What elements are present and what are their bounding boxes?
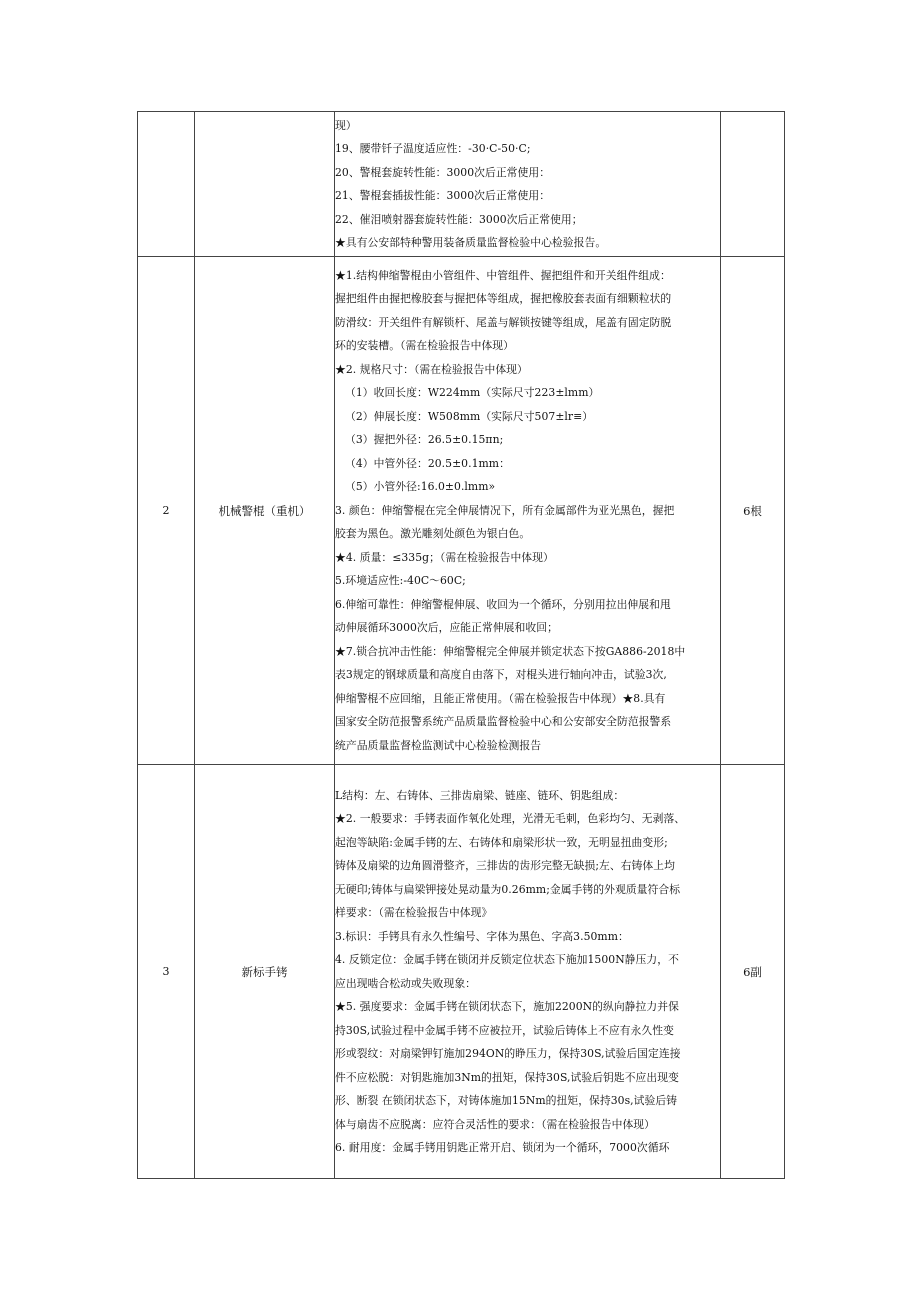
item-name: 机械警棍（重机） (195, 257, 335, 765)
spec-line: 现） (335, 118, 357, 132)
spec-line: 3. 颜色：伸缩警棍在完全伸展情况下，所有金属部件为亚光黑色，握把 (335, 503, 675, 517)
row-number: 2 (138, 257, 195, 765)
row-number (138, 112, 195, 257)
spec-line: ★4. 质量：≤335g；（需在检验报告中体现） (335, 550, 554, 564)
spec-line: 形或裂纹：对扇梁钾钉施加294ON的睁压力，保持30S,试验后国定连接 (335, 1047, 681, 1060)
spec-line: 铸体及扇梁的边角圆滑整齐，三排齿的齿形完整无缺损;左、右铸体上均 (335, 859, 675, 872)
spec-line: 环的安装槽。（需在检验报告中体现） (335, 339, 514, 353)
spec-line: 伸缩警棍不应回缩，且能正常使用。（需在检验报告中体现）★8.具有 (335, 691, 666, 705)
spec-line: 表3规定的钢球质量和高度自由落下，对棍头进行轴向冲击，试验3次, (335, 668, 667, 682)
spec-line: ★2. 一般要求：手铐表面作氧化处理，光滑无毛刺，色彩均匀、无剥落、 (335, 812, 686, 825)
spec-line: 体与扇齿不应脱离：应符合灵活性的要求：（需在检验报告中体现） (335, 1117, 656, 1131)
table-row (138, 112, 785, 257)
spec-line: 握把组件由握把橡胶套与握把体等组成，握把橡胶套表面有细颗粒状的 (335, 292, 672, 306)
item-quantity (721, 112, 785, 257)
spec-line: ★1.结构伸缩警棍由小管组件、中管组件、握把组件和开关组件组成： (335, 268, 671, 282)
spec-line: ★2. 规格尺寸：（需在检验报告中体现） (335, 362, 528, 376)
spec-line: 持30S,试验过程中金属手铐不应被拉开，试验后铸体上不应有永久性变 (335, 1023, 674, 1037)
spec-line: 5.环境适应性:-40C～60C; (335, 574, 466, 588)
spec-line: 防滑纹：开关组件有解锁杆、尾盖与解锁按键等组成，尾盖有固定防脱 (335, 315, 672, 329)
item-specification (335, 257, 721, 765)
spec-line: 6.伸缩可靠性：伸缩警棍伸展、收回为一个循环，分别用拉出伸展和甩 (335, 597, 671, 611)
spec-line: 国家安全防范报警系统产品质量监督检验中心和公安部安全防范报警系 (335, 715, 672, 729)
spec-table-body (138, 112, 785, 1179)
spec-line: 形、断裂 在锁闭状态下，对铸体施加15Nm的扭矩，保持30s,试验后铸 (335, 1094, 678, 1107)
spec-line: L结构：左、右铸体、三排齿扇梁、链座、链环、钥匙组成： (335, 788, 625, 802)
spec-line: 样要求：（需在检验报告中体现》 (335, 906, 493, 919)
spec-line: 19、腰带钎子温度适应性：-30·C-50·C; (335, 142, 531, 155)
spec-line: 件不应松脱：对钥匙施加3Nm的扭矩，保持30S,试验后钥匙不应出现变 (335, 1070, 679, 1084)
spec-line: （5）小管外径:16.0±0.lmm» (345, 480, 496, 494)
spec-line: 22、催泪喷射器套旋转性能：3000次后正常使用； (335, 212, 583, 226)
table-row (138, 257, 785, 765)
spec-line: ★具有公安部特种警用装备质量监督检验中心检验报告。 (335, 236, 607, 249)
spec-line: ★7.锁合抗冲击性能：伸缩警棍完全伸展并锁定状态下按GA886-2018中 (335, 644, 686, 658)
spec-line: 统产品质量监督检监测试中心检验检测报告 (335, 738, 542, 752)
spec-line: （4）中管外径：20.5±0.1mm： (345, 456, 510, 470)
spec-line: 应出现啮合松动或失败现象： (335, 976, 477, 990)
spec-line: 胶套为黑色。激光雕刻处颜色为银白色。 (335, 527, 531, 541)
item-specification (335, 765, 721, 1179)
spec-line: （3）握把外径：26.5±0.15πn; (345, 433, 504, 447)
spec-line: 20、警棍套旋转性能：3000次后正常使用： (335, 165, 551, 179)
spec-line: （1）收回长度：W224mm（实际尺寸223±lmm） (345, 386, 600, 400)
spec-table (137, 111, 785, 1179)
spec-line: 动伸展循环3000次后，应能正常伸展和收回； (335, 621, 558, 635)
spec-line: （2）伸展长度：W508mm（实际尺寸507±lr≡） (345, 409, 594, 423)
spec-line: 无硬印;铸体与扁梁钾接处晃动量为0.26mm;金属手铐的外观质量符合标 (335, 882, 681, 896)
row-number: 3 (138, 765, 195, 1179)
item-quantity: 6根 (721, 257, 785, 765)
item-specification (335, 112, 721, 257)
table-row (138, 765, 785, 1179)
spec-line: 6. 耐用度：金属手铐用钥匙正常开启、锁闭为一个循环，7000次循环 (335, 1141, 670, 1154)
item-name (195, 112, 335, 257)
spec-line: 起泡等缺陷:金属手铐的左、右铸体和扇梁形状一致，无明显扭曲变形; (335, 835, 668, 849)
spec-line: ★5. 强度要求：金属手铐在锁闭状态下，施加2200N的纵向静拉力并保 (335, 1000, 679, 1013)
spec-line: 4. 反锁定位：金属手铐在锁闭并反锁定位状态下施加1500N静压力，不 (335, 953, 679, 966)
item-quantity: 6副 (721, 765, 785, 1179)
item-name: 新标手铐 (195, 765, 335, 1179)
spec-line: 3.标识：手铐具有永久性编号、字体为黑色、字高3.50mm： (335, 929, 629, 943)
spec-line: 21、警棍套插拔性能：3000次后正常使用： (335, 189, 551, 202)
